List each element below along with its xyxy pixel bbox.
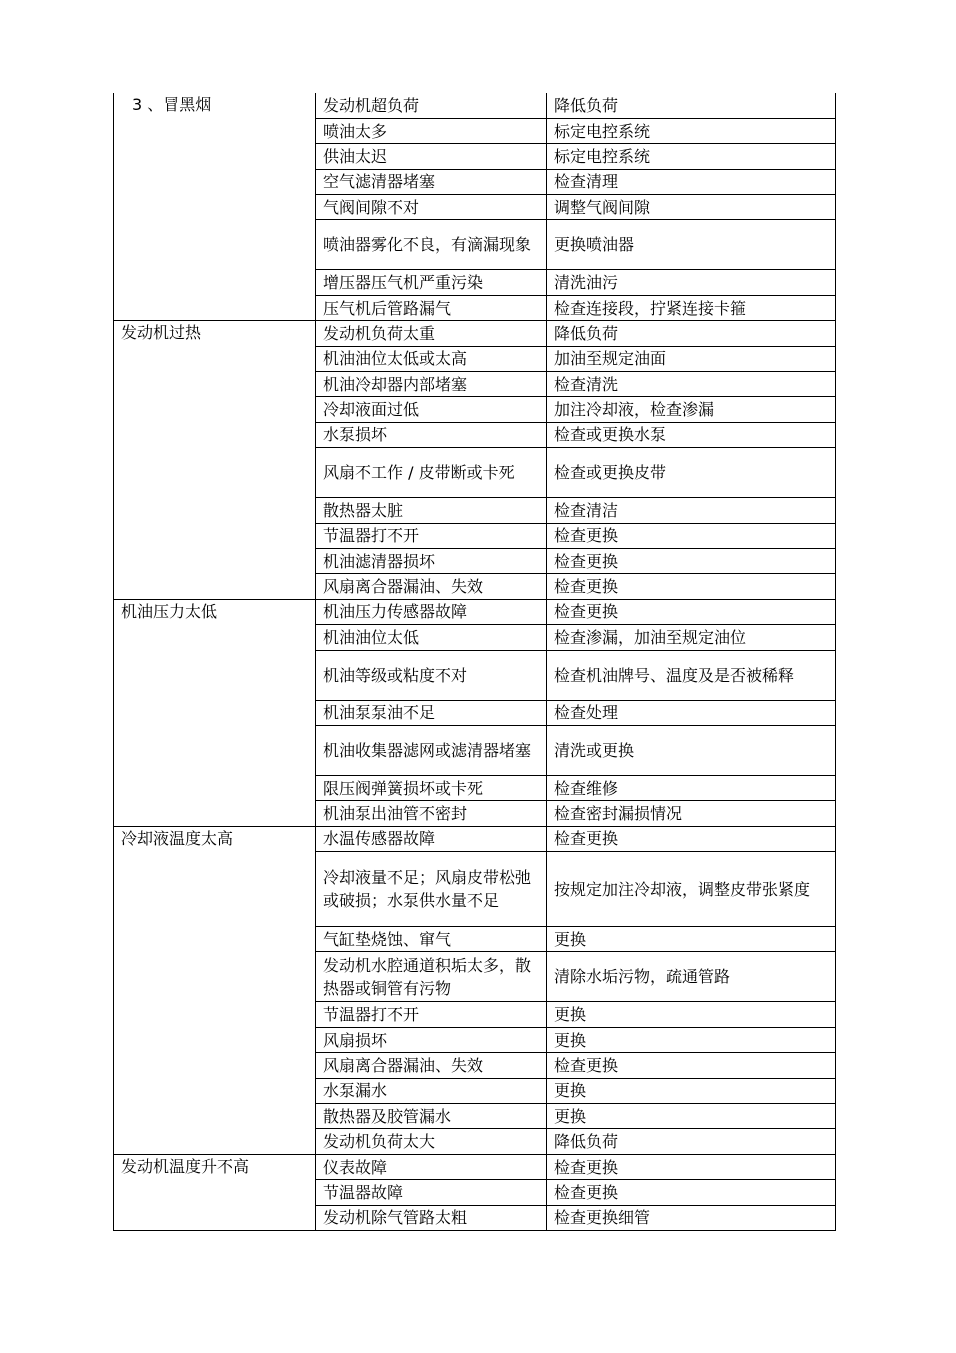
cause-cell: 水泵损坏 [316,422,547,447]
symptom-cell: 3 、冒黑烟 [114,93,316,321]
remedy-cell: 更换 [547,1002,836,1027]
remedy-cell: 检查维修 [547,775,836,800]
cause-cell: 机油压力传感器故障 [316,599,547,624]
cause-cell: 气阀间隙不对 [316,195,547,220]
table-row [114,599,836,624]
remedy-cell: 检查更换细管 [547,1205,836,1230]
cause-cell: 机油收集器滤网或滤清器堵塞 [316,725,547,775]
table-row [114,826,836,851]
cause-cell: 水泵漏水 [316,1078,547,1103]
remedy-cell: 按规定加注冷却液，调整皮带张紧度 [547,852,836,927]
cause-cell: 发动机负荷太大 [316,1129,547,1154]
remedy-cell: 检查连接段，拧紧连接卡箍 [547,295,836,320]
cause-cell: 冷却液量不足；风扇皮带松弛或破损；水泵供水量不足 [316,852,547,927]
remedy-cell: 清洗或更换 [547,725,836,775]
remedy-cell: 更换 [547,1027,836,1052]
cause-cell: 冷却液面过低 [316,397,547,422]
remedy-cell: 降低负荷 [547,93,836,118]
cause-cell: 机油泵出油管不密封 [316,801,547,826]
remedy-cell: 检查更换 [547,826,836,851]
remedy-cell: 检查或更换水泵 [547,422,836,447]
remedy-cell: 检查密封漏损情况 [547,801,836,826]
remedy-cell: 检查渗漏，加油至规定油位 [547,625,836,650]
cause-cell: 发动机超负荷 [316,93,547,118]
cause-cell: 风扇离合器漏油、失效 [316,574,547,599]
remedy-cell: 降低负荷 [547,321,836,346]
symptom-cell: 冷却液温度太高 [114,826,316,1154]
cause-cell: 机油等级或粘度不对 [316,650,547,700]
cause-cell: 仪表故障 [316,1154,547,1179]
cause-cell: 空气滤清器堵塞 [316,169,547,194]
remedy-cell: 检查更换 [547,523,836,548]
remedy-cell: 清洗油污 [547,270,836,295]
cause-cell: 气缸垫烧蚀、窜气 [316,927,547,952]
cause-cell: 风扇离合器漏油、失效 [316,1053,547,1078]
remedy-cell: 检查更换 [547,548,836,573]
remedy-cell: 加注冷却液，检查渗漏 [547,397,836,422]
remedy-cell: 更换 [547,927,836,952]
troubleshooting-table-body [114,93,836,1231]
remedy-cell: 降低负荷 [547,1129,836,1154]
cause-cell: 发动机负荷太重 [316,321,547,346]
remedy-cell: 检查机油牌号、温度及是否被稀释 [547,650,836,700]
remedy-cell: 检查更换 [547,574,836,599]
cause-cell: 风扇损坏 [316,1027,547,1052]
table-row [114,321,836,346]
remedy-cell: 检查清洁 [547,498,836,523]
table-row [114,93,836,118]
remedy-cell: 标定电控系统 [547,118,836,143]
remedy-cell: 更换喷油器 [547,220,836,270]
cause-cell: 散热器及胶管漏水 [316,1104,547,1129]
cause-cell: 节温器打不开 [316,523,547,548]
remedy-cell: 标定电控系统 [547,144,836,169]
cause-cell: 散热器太脏 [316,498,547,523]
cause-cell: 发动机除气管路太粗 [316,1205,547,1230]
cause-cell: 风扇不工作 / 皮带断或卡死 [316,448,547,498]
remedy-cell: 检查更换 [547,1053,836,1078]
remedy-cell: 检查更换 [547,1180,836,1205]
remedy-cell: 更换 [547,1078,836,1103]
remedy-cell: 检查更换 [547,599,836,624]
remedy-cell: 调整气阀间隙 [547,195,836,220]
cause-cell: 压气机后管路漏气 [316,295,547,320]
remedy-cell: 更换 [547,1104,836,1129]
remedy-cell: 检查或更换皮带 [547,448,836,498]
symptom-cell: 发动机过热 [114,321,316,600]
remedy-cell: 加油至规定油面 [547,346,836,371]
table-row [114,1154,836,1179]
cause-cell: 发动机水腔通道积垢太多，散热器或铜管有污物 [316,952,547,1002]
cause-cell: 机油滤清器损坏 [316,548,547,573]
cause-cell: 供油太迟 [316,144,547,169]
cause-cell: 限压阀弹簧损坏或卡死 [316,775,547,800]
cause-cell: 机油冷却器内部堵塞 [316,372,547,397]
cause-cell: 节温器打不开 [316,1002,547,1027]
cause-cell: 增压器压气机严重污染 [316,270,547,295]
remedy-cell: 检查清洗 [547,372,836,397]
cause-cell: 节温器故障 [316,1180,547,1205]
cause-cell: 机油泵泵油不足 [316,700,547,725]
cause-cell: 机油油位太低 [316,625,547,650]
cause-cell: 机油油位太低或太高 [316,346,547,371]
remedy-cell: 清除水垢污物，疏通管路 [547,952,836,1002]
cause-cell: 喷油太多 [316,118,547,143]
cause-cell: 水温传感器故障 [316,826,547,851]
troubleshooting-table [113,93,836,1231]
remedy-cell: 检查处理 [547,700,836,725]
symptom-cell: 发动机温度升不高 [114,1154,316,1230]
remedy-cell: 检查更换 [547,1154,836,1179]
cause-cell: 喷油器雾化不良，有滴漏现象 [316,220,547,270]
remedy-cell: 检查清理 [547,169,836,194]
symptom-cell: 机油压力太低 [114,599,316,826]
